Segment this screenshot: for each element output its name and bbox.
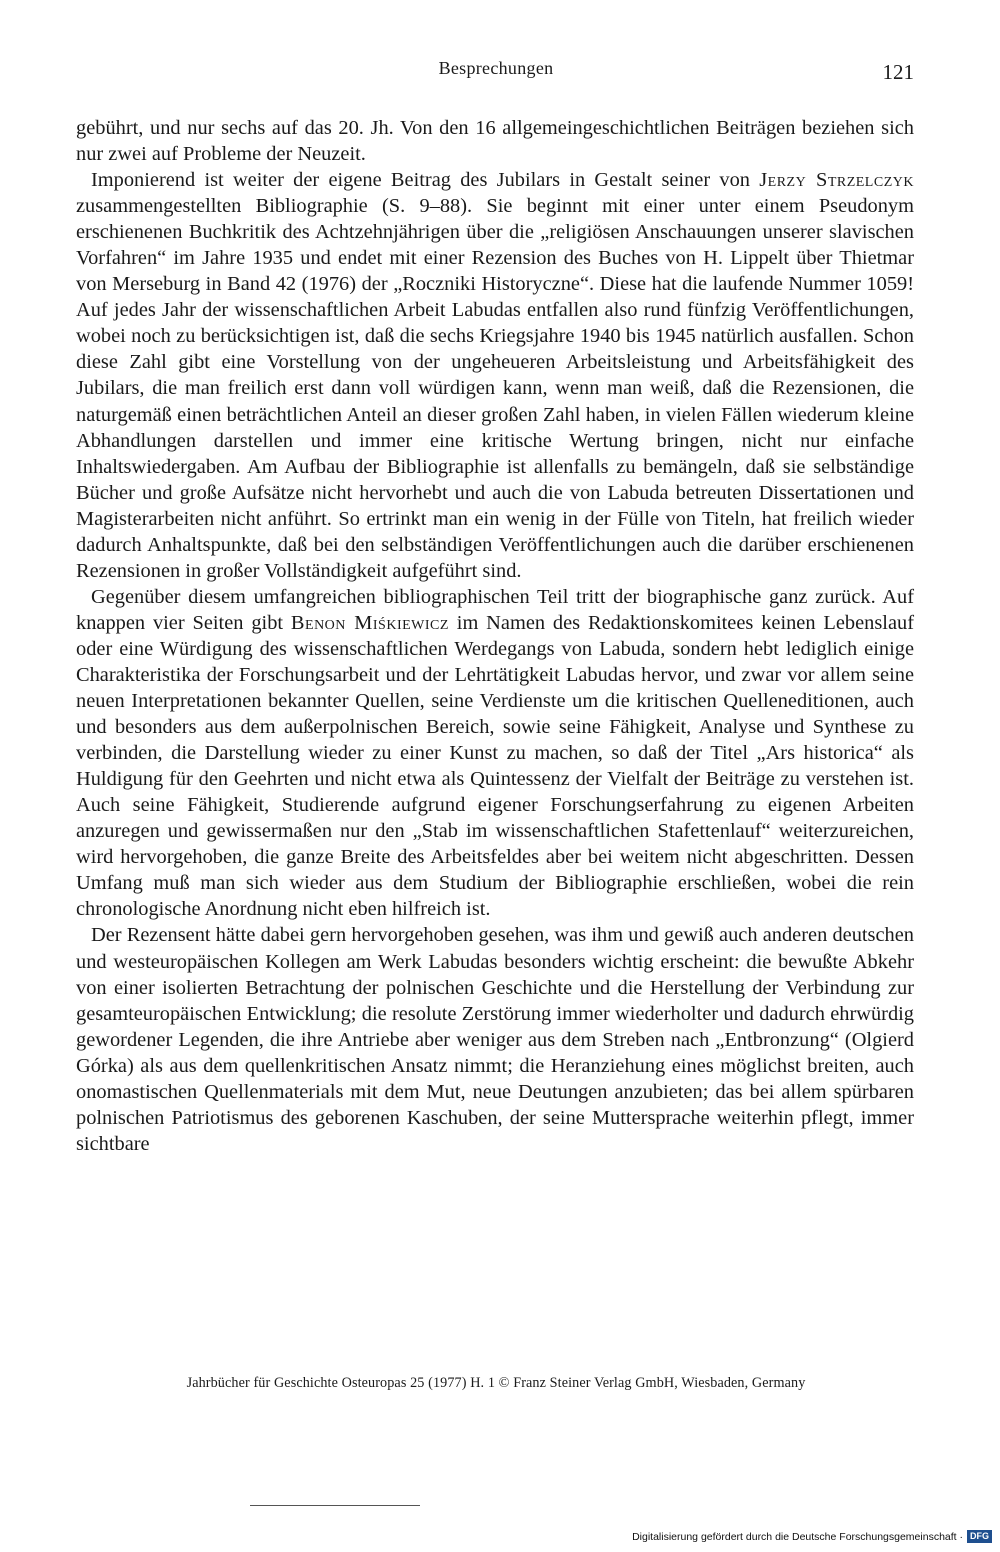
- paragraph-2-text-b: zusammengestellten Bibliographie (S. 9–88). Sie beginnt mit einer unter einem Pseudonym erschienenen Buchkritik des Achtzehnjährigen über die „religiösen Anschauungen unserer slavischen Vorfahren“ im Jahre 1935 und endet mit einer Rezension des Buches von H. Lippelt über Thietmar von Merseburg in Band 42 (1976) der „Roczniki Historyczne“. Diese hat die laufende Nummer 1059! Auf jedes Jahr der wissenschaftlichen Arbeit Labudas entfallen also rund fünfzig Veröffentlichungen, wobei noch zu berücksichtigen ist, daß die sechs Kriegsjahre 1940 bis 1945 natürlich ausfallen. Schon diese Zahl gibt eine Vorstellung von der ungeheueren Arbeitsleistung und Arbeitsfähigkeit des Jubilars, die man freilich erst dann voll würdigen kann, wenn man weiß, daß die Rezensionen, die naturgemäß einen beträchtlichen Anteil an dieser großen Zahl haben, in vielen Fällen wiederum kleine Abhandlungen darstellen und immer eine kritische Wertung bringen, nicht nur einfache Inhaltswiedergaben. Am Aufbau der Bibliographie ist allenfalls zu bemängeln, daß sie selbständige Bücher und große Aufsätze nicht hervorhebt und auch die von Labuda betreuten Dissertationen und Magisterarbeiten nicht anführt. So ertrinkt man ein wenig in der Fülle von Titeln, hat freilich wieder dadurch Anhaltspunkte, daß bei den selbständigen Veröffentlichungen auch die darüber erschienenen Rezensionen in großer Vollständigkeit aufgeführt sind.: [76, 195, 914, 582]
- paragraph-2: [76, 167, 914, 584]
- running-head: Besprechungen: [438, 58, 554, 78]
- journal-citation: Jahrbücher für Geschichte Osteuropas 25 (1977) H. 1 © Franz Steiner Verlag GmbH, Wiesbaden, Germany: [186, 1375, 806, 1391]
- dfg-logo-icon: DFG: [967, 1530, 992, 1543]
- digitization-note: [632, 1530, 992, 1543]
- divider: [250, 1505, 420, 1506]
- article-body: [76, 115, 914, 1157]
- paragraph-4: Der Rezensent hätte dabei gern hervorgehoben gesehen, was ihm und gewiß auch anderen deutschen und westeuropäischen Kollegen am Werk Labudas besonders wichtig erscheint: die bewußte Abkehr von einer isolierten Betrachtung der polnischen Geschichte und die Herstellung der Verbindung zur gesamteuropäischen Entwicklung; die resolute Zerstörung immer wiederholter und dadurch ehrwürdig gewordener Legenden, die ihre Antriebe aber weniger aus dem Streben nach „Entbronzung“ (Olgierd Górka) als aus dem quellenkritischen Ansatz nimmt; die Heranziehung eines möglichst breiten, auch onomastischen Quellenmaterials mit dem Mut, neue Deutungen anzubieten; das bei allem spürbaren polnischen Patriotismus des geborenen Kaschuben, der seine Muttersprache weiterhin pflegt, immer sichtbare: [76, 924, 914, 1155]
- author-name-strzelczyk: Jerzy Strzelczyk: [759, 169, 914, 192]
- page-header: [76, 58, 916, 88]
- author-name-miskiewicz: Benon Miśkiewicz: [290, 611, 449, 634]
- paragraph-3-text-b: im Namen des Redaktionskomitees keinen Lebenslauf oder eine Würdigung des wissenschaftlichen Werdegangs von Labuda, sondern hebt lediglich einige Charakteristika der Forschungsarbeit und der Lehrtätigkeit Labudas hervor, und zwar vor allem seine neuen Interpretationen bekannter Quellen, seine Verdienste um die kritischen Quelleneditionen, auch und besonders aus dem außerpolnischen Bereich, sowie seine Fähigkeit, Analyse und Synthese zu verbinden, die Darstellung wieder zu einer Kunst zu machen, so daß der Titel „Ars historica“ als Huldigung für den Geehrten und nicht etwa als Quintessenz der Vielfalt der Beiträge zu verstehen ist. Auch seine Fähigkeit, Studierende aufgrund eigener Forschungserfahrung zu eigenen Arbeiten anzuregen und gewissermaßen nur den „Stab im wissenschaftlichen Stafettenlauf“ weiterzureichen, wird hervorgehoben, die ganze Breite des Arbeitsfeldes aber bei weitem nicht abgeschritten. Dessen Umfang muß man sich wieder aus dem Studium der Bibliographie erschließen, wobei die rein chronologische Anordnung nicht eben hilfreich ist.: [76, 611, 914, 921]
- page-number: 121: [882, 60, 914, 84]
- paragraph-2-text-a: Imponierend ist weiter der eigene Beitrag des Jubilars in Gestalt seiner von: [91, 169, 760, 192]
- paragraph-3-text-a: Gegenüber diesem umfangreichen bibliographischen Teil tritt der biographische ganz zurück. Auf knappen vier Seiten gibt: [76, 585, 914, 634]
- paragraph-1: gebührt, und nur sechs auf das 20. Jh. Von den 16 allgemeingeschichtlichen Beiträgen beziehen sich nur zwei auf Probleme der Neuzeit.: [76, 117, 914, 166]
- digitization-text: Digitalisierung gefördert durch die Deutsche Forschungsgemeinschaft ·: [632, 1530, 963, 1543]
- paragraph-3: [76, 584, 914, 923]
